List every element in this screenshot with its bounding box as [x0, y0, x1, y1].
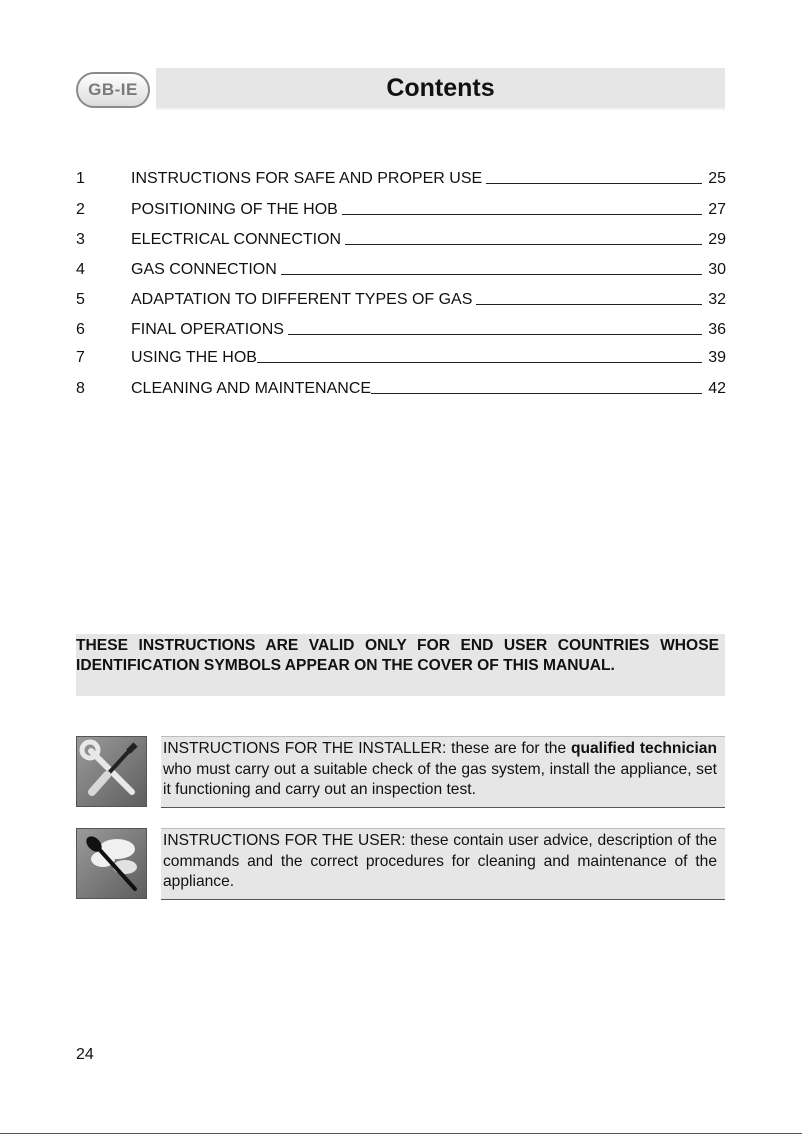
installer-note-prefix: INSTRUCTIONS FOR THE INSTALLER: these are for the — [163, 740, 571, 757]
toc-page: 32 — [708, 291, 726, 308]
toc-number: 7 — [76, 349, 85, 366]
installer-instructions-note — [161, 736, 725, 808]
toc-number: 2 — [76, 201, 85, 218]
toc-number: 3 — [76, 231, 85, 248]
installer-note-bold: qualified technician — [570, 740, 717, 757]
chef-spoon-icon — [76, 828, 147, 899]
toc-title: INSTRUCTIONS FOR SAFE AND PROPER USE — [131, 170, 483, 187]
toc-page: 27 — [708, 201, 726, 218]
toc-row[interactable] — [76, 345, 726, 367]
toc-number: 4 — [76, 261, 85, 278]
toc-row[interactable] — [76, 257, 726, 279]
toc-page: 25 — [708, 170, 726, 187]
toc-title: USING THE HOB — [131, 349, 257, 366]
toc-number: 1 — [76, 170, 85, 187]
toc-title: ADAPTATION TO DIFFERENT TYPES OF GAS — [131, 291, 473, 308]
toc-number: 8 — [76, 380, 85, 397]
toc-row[interactable] — [76, 227, 726, 249]
toc-leader — [345, 243, 702, 245]
toc-leader — [257, 361, 702, 363]
toc-leader — [486, 182, 702, 184]
region-badge: GB-IE — [76, 72, 150, 108]
toc-title: FINAL OPERATIONS — [131, 321, 284, 338]
toc-leader — [288, 333, 702, 335]
toc-title: GAS CONNECTION — [131, 261, 277, 278]
toc-row[interactable] — [76, 197, 726, 219]
toc-title: POSITIONING OF THE HOB — [131, 201, 338, 218]
toc-page: 36 — [708, 321, 726, 338]
toc-page: 39 — [708, 349, 726, 366]
toc-row[interactable] — [76, 376, 726, 398]
toc-leader — [281, 273, 702, 275]
toc-leader — [476, 303, 702, 305]
tools-icon — [76, 736, 147, 807]
toc-number: 5 — [76, 291, 85, 308]
toc-page: 30 — [708, 261, 726, 278]
page-title: Contents — [156, 68, 725, 110]
toc-number: 6 — [76, 321, 85, 338]
bottom-rule — [0, 1133, 802, 1134]
user-instructions-note — [161, 828, 725, 900]
page-number: 24 — [76, 1046, 94, 1063]
validity-notice: THESE INSTRUCTIONS ARE VALID ONLY FOR END USER COUNTRIES WHOSE IDENTIFICATION SYMBOLS APPEAR ON THE COVER OF THIS MANUAL. — [76, 634, 725, 696]
toc-title: ELECTRICAL CONNECTION — [131, 231, 342, 248]
toc-leader — [342, 213, 702, 215]
toc-row[interactable] — [76, 287, 726, 309]
installer-note-suffix: who must carry out a suitable check of the gas system, install the appliance, set it functioning and carry out an inspection test. — [163, 760, 717, 798]
user-note-text: INSTRUCTIONS FOR THE USER: these contain user advice, description of the commands and the correct procedures for cleaning and maintenance of the appliance. — [163, 832, 717, 890]
toc-page: 42 — [708, 380, 726, 397]
toc-row[interactable] — [76, 317, 726, 339]
toc-page: 29 — [708, 231, 726, 248]
toc-leader — [371, 392, 702, 394]
toc-title: CLEANING AND MAINTENANCE — [131, 380, 372, 397]
toc-row[interactable] — [76, 166, 726, 188]
